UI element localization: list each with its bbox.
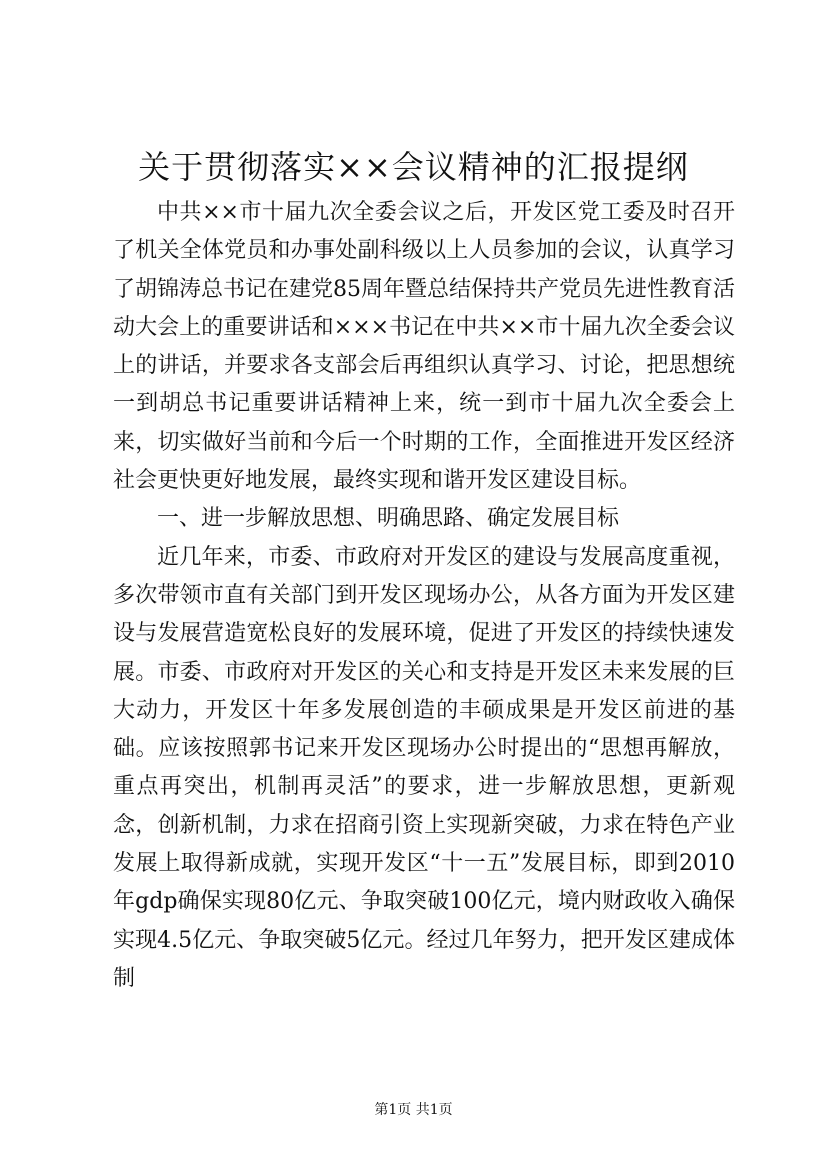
paragraph-intro: 中共××市十届九次全委会议之后，开发区党工委及时召开了机关全体党员和办事处副科级以上人员参加的会议，认真学习了胡锦涛总书记在建党85周年暨总结保持共产党员先进性教育活动大会上的重要讲话和×××书记在中共××市十届九次全委会议上的讲话，并要求各支部会后再组织认真学习、讨论，把思想统一到胡总书记重要讲话精神上来，统一到市十届九次全委会上来，切实做好当前和今后一个时期的工作，全面推进开发区经济社会更快更好地发展，最终实现和谐开发区建设目标。 (113, 200, 735, 494)
paragraph-section-one: 近几年来，市委、市政府对开发区的建设与发展高度重视，多次带领市直有关部门到开发区现场办公，从各方面为开发区建设与发展营造宽松良好的发展环境，促进了开发区的持续快速发展。市委、市政府对开发区的关心和支持是开发区未来发展的巨大动力，开发区十年多发展创造的丰硕成果是开发区前进的基础。应该按照郭书记来开发区现场办公时提出的“思想再解放，重点再突出，机制再灵活”的要求，进一步解放思想，更新观念，创新机制，力求在招商引资上实现新突破，力求在特色产业发展上取得新成就，实现开发区“十一五”发展目标，即到2010年gdp确保实现80亿元、争取突破100亿元，境内财政收入确保实现4.5亿元、争取突破5亿元。经过几年努力，把开发区建成体制 (113, 544, 735, 991)
document-title: 关于贯彻落实××会议精神的汇报提纲 (138, 148, 689, 186)
document-body (113, 194, 735, 998)
section-heading: 一、进一步解放思想、明确思路、确定发展目标 (157, 506, 620, 532)
page-footer: 第1页 共1页 (374, 1102, 453, 1118)
